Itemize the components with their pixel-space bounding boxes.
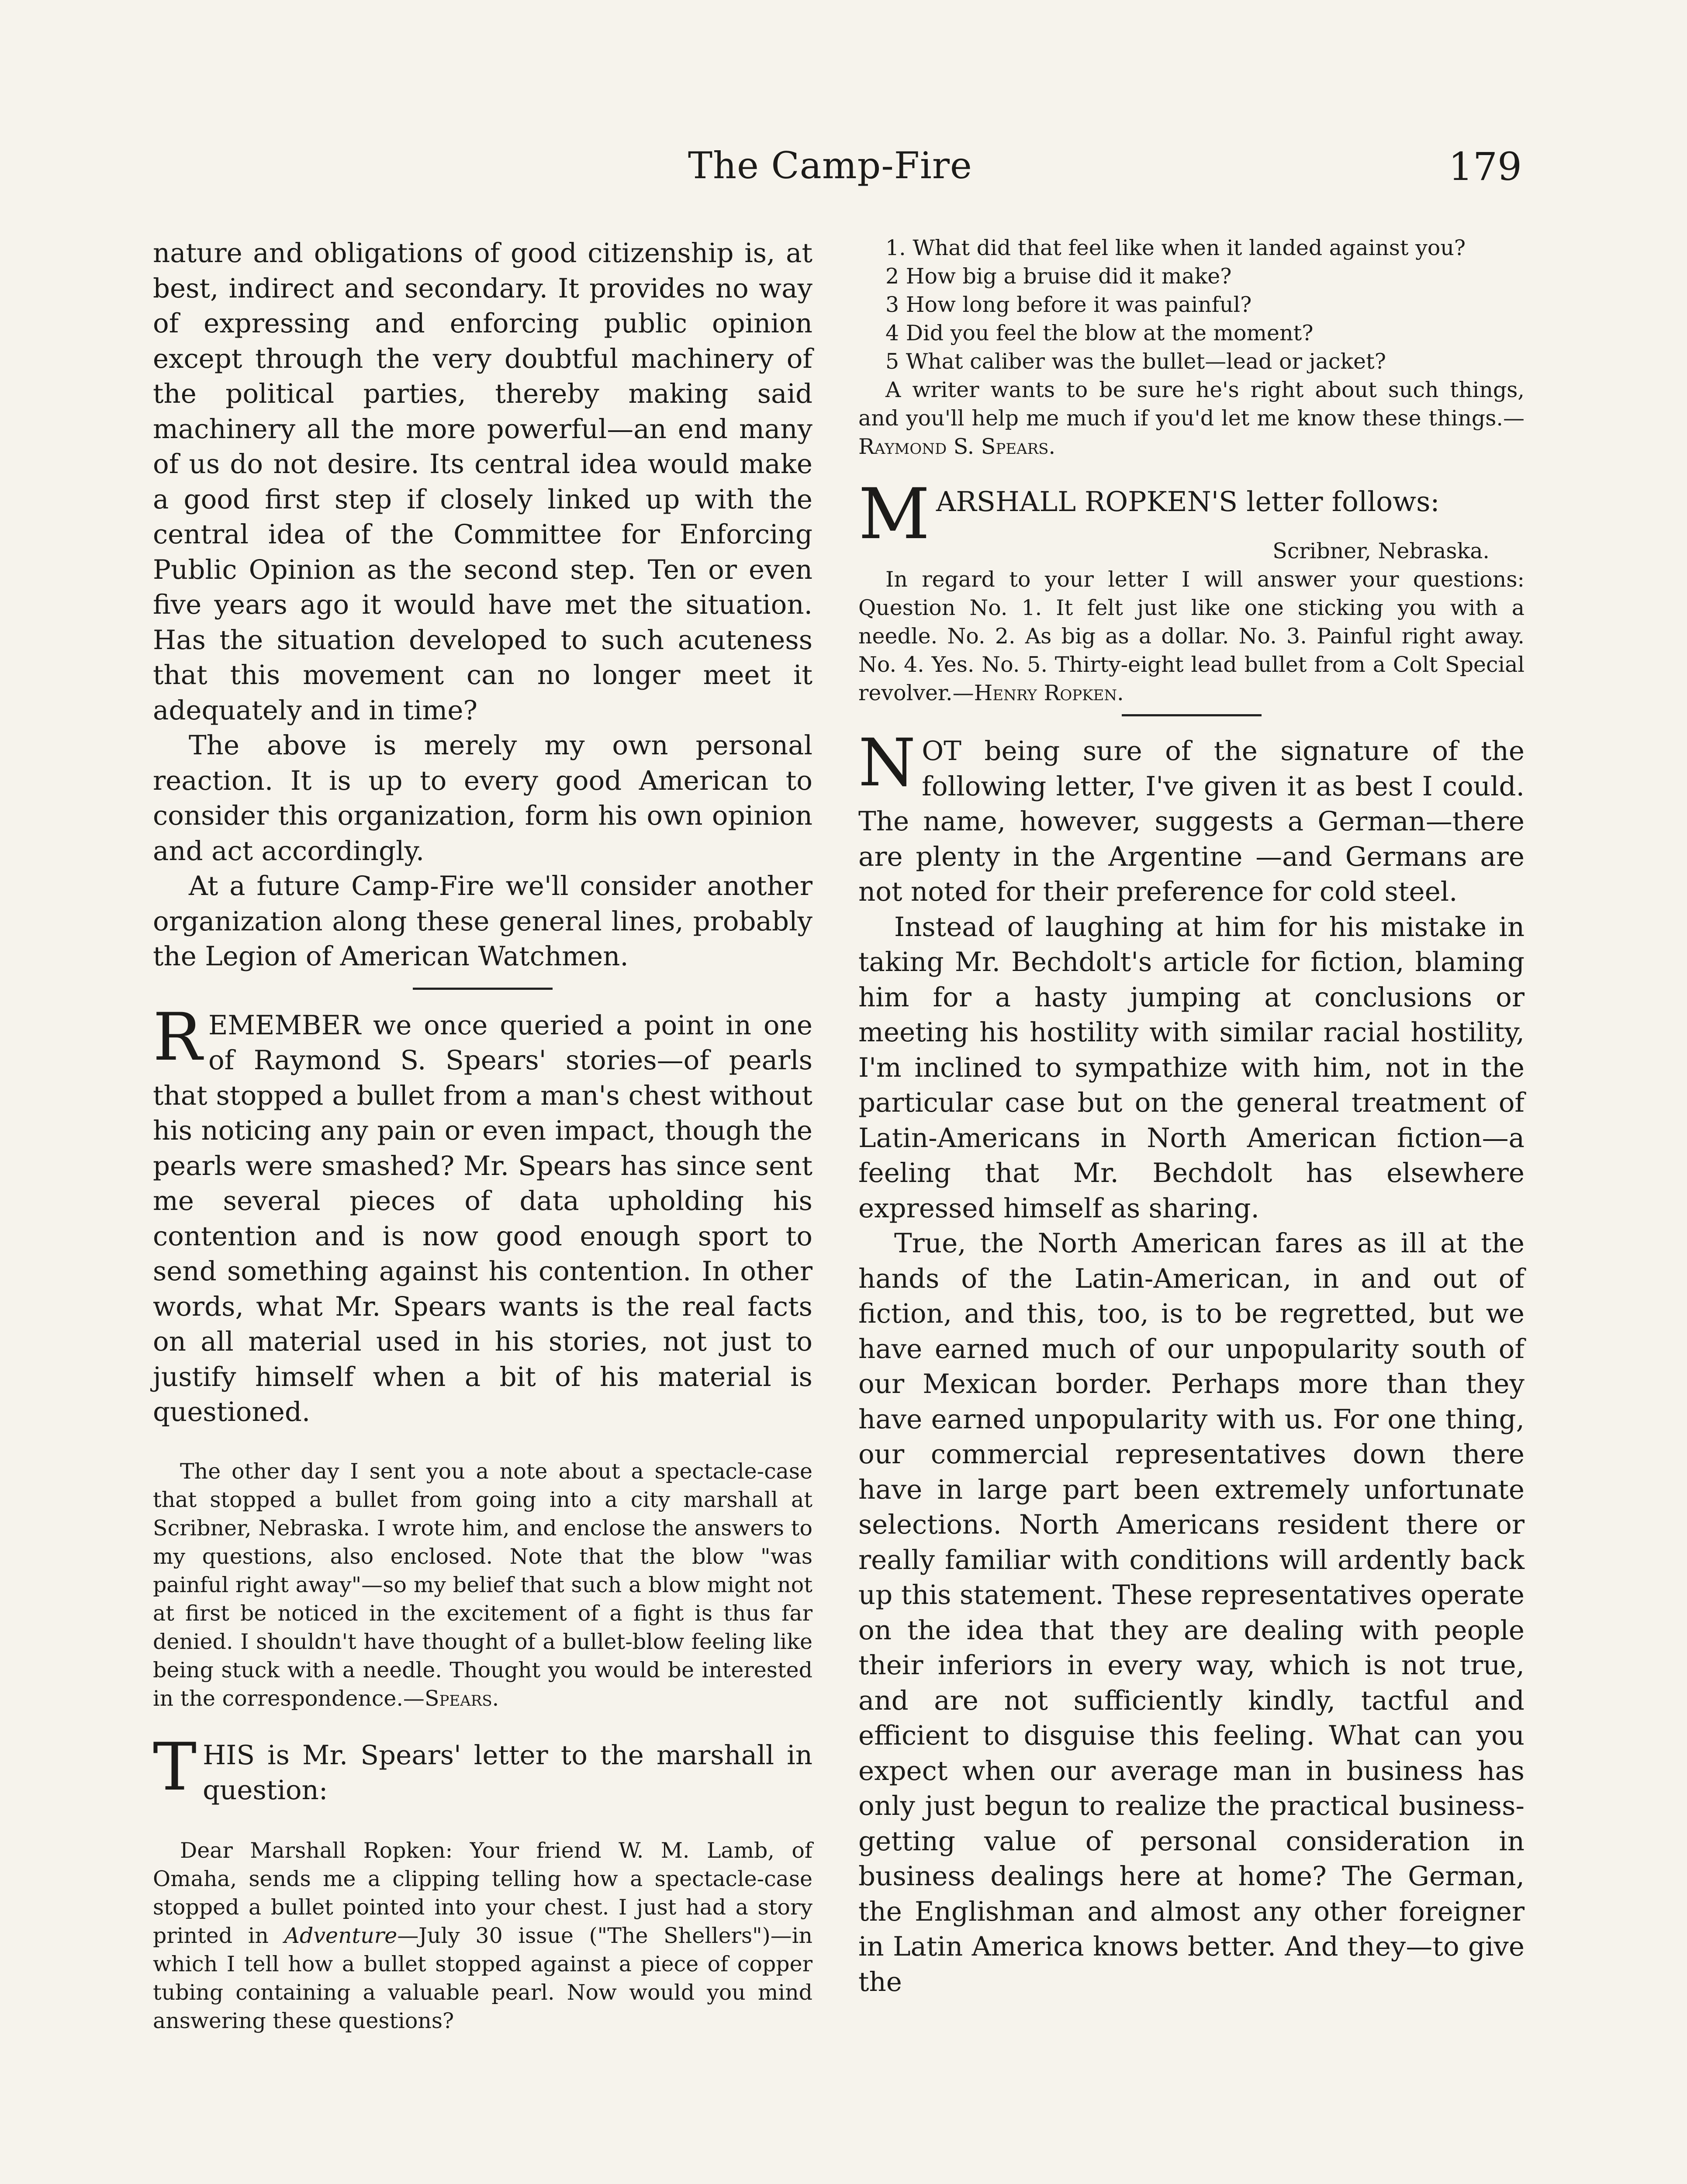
left-column [153, 236, 812, 2035]
paragraph-true: True, the North American fares as ill at the hands of the Latin-American, in and out of fiction, and this, too, is to be regretted, but we have earned much of our unpopularity south of our Mexican border. Perhaps more than they have earned unpopularity with us. For one thing, our commercial representatives down there have in large part been extremely unfortunate selections. North Americans resident there or really familiar with conditions will ardently back up this statement. These representatives operate on the idea that they are dealing with people their inferiors in every way, which is not true, and are not sufficiently kindly, tactful and efficient to disguise this feeling. What can you expect when our average man in business has only just begun to realize the practical business-getting value of personal consideration in business dealings here at home? The German, the Englishman and almost any other foreigner in Latin America knows better. And they—to give the [858, 1228, 1525, 1997]
drop-cap: M [858, 473, 930, 555]
page-number: 179 [1448, 144, 1522, 189]
question-item: 1. What did that feel like when it landed against you? [885, 235, 1466, 260]
paragraph-future-campfire: At a future Camp-Fire we'll consider another organization along these general lines, probably the Legion of American Watchmen. [153, 871, 812, 972]
section-divider [1122, 714, 1262, 716]
paragraph-personal-reaction: The above is merely my own personal reaction. It is up to every good American to consider this organization, form his own opinion and act accordingly. [153, 730, 812, 867]
spears-note-body: The other day I sent you a note about a spectacle-case that stopped a bullet from going into a city marshall at Scribner, Nebraska. I wrote him, and enclose the answers to my questions, also enclosed. Note that the blow "was painful right away"—so my belief that such a blow might not at first be noticed in the excitement of a fight is thus far denied. I shouldn't have thought of a bullet-blow feeling like being stuck with a needle. Thought you would be interested in the correspondence.— [153, 1458, 812, 1711]
section-divider [413, 988, 553, 990]
paragraph-not-sure [858, 725, 1525, 910]
lead-caps: EMEMBER [208, 1009, 361, 1041]
ropken-letter [858, 565, 1525, 707]
paragraph-this-is [153, 1729, 812, 1808]
magazine-title: Adventure [284, 1923, 398, 1948]
paragraph-remember [153, 999, 812, 1430]
question-item: 4 Did you feel the blow at the moment? [885, 321, 1314, 346]
drop-cap: N [858, 725, 916, 801]
question-item: 5 What caliber was the bullet—lead or jacket? [885, 349, 1386, 374]
right-column [858, 234, 1525, 2000]
paragraph-instead: Instead of laughing at him for his mistake in taking Mr. Bechdolt's article for fiction, blaming him for a hasty jumping at conclusions or meeting his hostility with similar racial hostility, I'm inclined to sympathize with him, not in the particular case but on the general treatment of Latin-Americans in North American fiction—a feeling that Mr. Bechdolt has elsewhere expressed himself as sharing. [858, 911, 1525, 1224]
writer-note-body: A writer wants to be sure he's right about such things, and you'll help me much if you'd let me know these things.— [858, 377, 1525, 431]
paragraph-citizenship: nature and obligations of good citizenship is, at best, indirect and secondary. It provides no way of expressing and enforcing public opinion except through the very doubtful machinery of the political parties, thereby making said machinery all the more powerful—an end many of us do not desire. Its central idea would make a good first step if closely linked up with the central idea of the Committee for Enforcing Public Opinion as the second step. Ten or even five years ago it would have met the situation. Has the situation developed to such acuteness that this movement can no longer meet it adequately and in time? [153, 238, 812, 726]
paragraph-this-is-body: HIS is Mr. Spears' letter to the marshall in question: [203, 1739, 812, 1806]
running-title: The Camp-Fire [688, 144, 972, 187]
question-item: 3 How long before it was painful? [885, 292, 1252, 317]
drop-cap: T [153, 1729, 197, 1805]
letter-to-marshall [153, 1836, 812, 2035]
writer-note [858, 376, 1525, 461]
page-header [0, 144, 1687, 205]
paragraph-not-sure-body: OT being sure of the signature of the following letter, I've given it as best I could. The name, however, suggests a German—there are plenty in the Argentine —and Germans are not noted for their preference for cold steel. [858, 736, 1525, 907]
marshall-heading-body: ARSHALL ROPKEN'S letter follows: [936, 486, 1440, 518]
drop-cap: R [153, 999, 202, 1075]
letter-text: Dear Marshall Ropken: Your friend W. M. Lamb, of Omaha, sends me a clipping telling how a spectacle-case stopped a bullet pointed into your chest. I just had a story printed in [153, 1838, 812, 1948]
signature: Spears. [424, 1686, 499, 1711]
dateline: Scribner, Nebraska. [1272, 539, 1490, 563]
signature: Henry Ropken. [974, 681, 1124, 705]
paragraph-remember-body: we once queried a point in one of Raymond S. Spears' stories—of pearls that stopped a bullet from a man's chest without his noticing any pain or even impact, though the pearls were smashed? Mr. Spears has since sent me several pieces of data upholding his contention and is now good enough sport to send something against his contention. In other words, what Mr. Spears wants is the real facts on all material used in his stories, not just to justify himself when a bit of his material is questioned. [153, 1009, 812, 1427]
signature: Raymond S. Spears. [858, 434, 1056, 459]
spears-note [153, 1457, 812, 1713]
ropken-letter-body: In regard to your letter I will answer your questions: Question No. 1. It felt just like one sticking you with a needle. No. 2. As big as a dollar. No. 3. Painful right away. No. 4. Yes. No. 5. Thirty-eight lead bullet from a Colt Special revolver.— [858, 567, 1525, 705]
letter-text-cont: —July 30 issue ("The Shellers")—in which I tell how a bullet stopped against a piece of copper tubing containing a valuable pearl. Now would you mind answering these questions? [153, 1923, 812, 2033]
question-item: 2 How big a bruise did it make? [885, 264, 1232, 289]
